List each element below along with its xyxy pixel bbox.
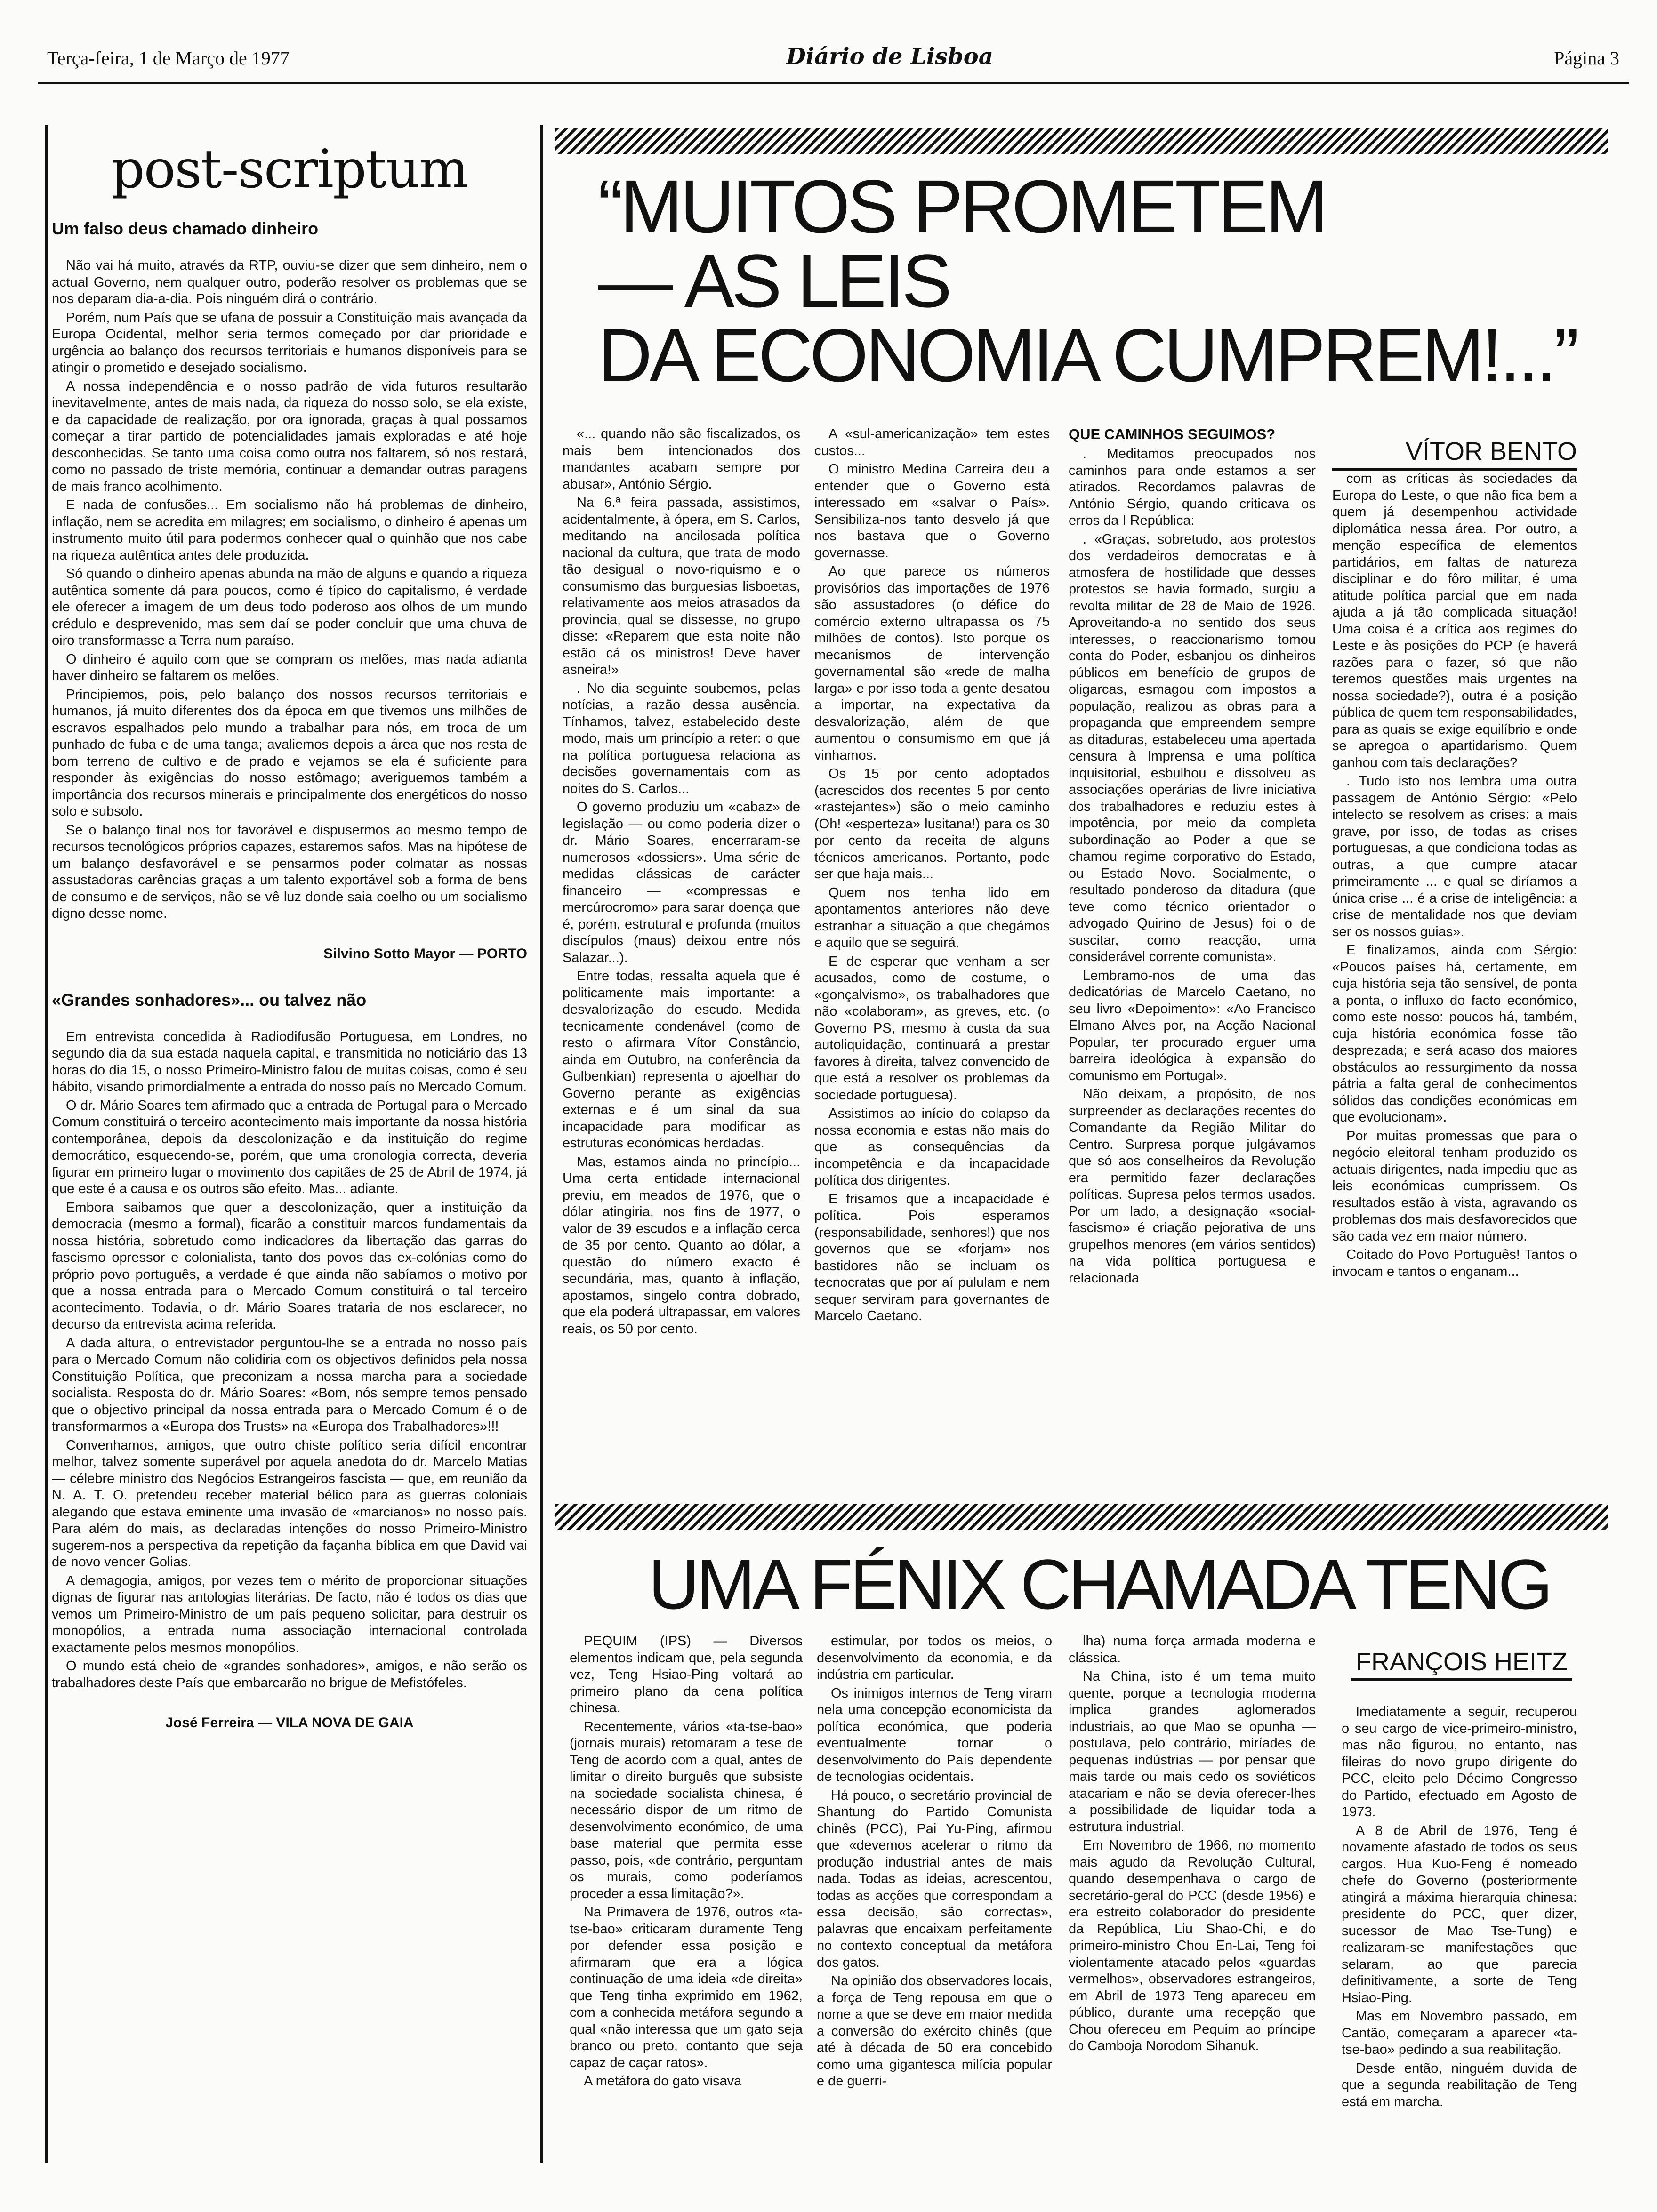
paragraph: O mundo está cheio de «grandes sonhadores», amigos, e não serão os trabalhadores deste País que embarcarão no brigue de Mefistófeles. [52, 1659, 527, 1691]
paragraph: Imediatamente a seguir, recuperou o seu cargo de vice-primeiro-ministro, mas não figurou, no entanto, nas fileiras do novo grupo dirigente do PCC, eleito pelo Décimo Congresso do Partido, efectuado em Agosto de 1973. [1342, 1704, 1577, 1819]
paragraph: A demagogia, amigos, por vezes tem o mérito de proporcionar situações dignas de figurar nas antologias literárias. De facto, não é todos os dias que vemos um Primeiro-Ministro de um país pequeno solicitar, para destruir os monopólios, a entrada numa associação internacional controlada exactamente pelos mesmos monopólios. [52, 1573, 527, 1655]
paragraph: Há pouco, o secretário provincial de Shantung do Partido Comunista chinês (PCC), Pai Yu-Ping, afirmou que «devemos acelerar o ritmo da produção industrial antes de mais nada. Todas as ideias, acrescentou, todas as acções que correspondam a essa decisão, são correctas», palavras que encaixam perfeitamente no contexto conceptual da metáfora dos gatos. [817, 1787, 1052, 1970]
hatch-band-middle [555, 1504, 1608, 1530]
paragraph: Mas em Novembro passado, em Cantão, começaram a aparecer «ta-tse-bao» pedindo a sua reabilitação. [1342, 2009, 1577, 2057]
paragraph: Porém, num País que se ufana de possuir a Constituição mais avançada da Europa Ocidental, melhor seria termos começado por dar prioridade e urgência ao balanço dos recursos territoriais e humanos disponíveis para se atingir o prometido e desejado socialismo. [52, 310, 527, 375]
paragraph: . No dia seguinte soubemos, pelas notícias, a razão dessa ausência. Tínhamos, talvez, estabelecido deste modo, mais um princípio a reter: o que na política portuguesa relaciona as decisões governamentais com as noites do S. Carlos... [563, 681, 800, 796]
paragraph: Os 15 por cento adoptados (acrescidos dos recentes 5 por cento «rastejantes») são o meio caminho (Oh! «esperteza» lusitana!) para os 30 por cento da receita de alguns técnicos americanos. Portanto, pode ser que haja mais... [814, 766, 1050, 882]
ps-left-rule [45, 125, 48, 2163]
paragraph: Recentemente, vários «ta-tse-bao» (jornais murais) retomaram a tese de Teng de acordo com a qual, antes de limitar o direito burguês que subsiste na sociedade socialista chinesa, é necessário dispor de um ritmo de desenvolvimento económico, de uma base material que permita esse passo, pois, «de contrário, perguntam os murais, como poderíamos proceder a essa limitação?». [570, 1719, 803, 1901]
main-headline [598, 164, 1605, 397]
paragraph: . «Graças, sobretudo, aos protestos dos verdadeiros democratas e à atmosfera de hostilidade que desses protestos se havia formado, surgiu a revolta militar de 28 de Maio de 1926. Aproveitando-a no sentido dos seus interesses, o reaccionarismo tomou conta do Poder, esbanjou os dinheiros públicos em benefício de grupos de oligarcas, esmagou com impostos a população, realizou as obras para a propaganda que empreendem sempre as ditaduras, estabeleceu uma apertada censura à Imprensa e uma política inquisitorial, esbulhou e dissolveu as associações operárias de livre iniciativa dos trabalhadores e reduziu estes à impotência, por meio da completa subordinação ao Poder a que se chamou regime corporativo do Estado, ou Estado Novo. Socialmente, o resultado ponderoso da ditadura (que teve como técnico orientador o advogado Quirino de Jesus) foi o de suscitar, como reacção, uma considerável corrente comunista». [1069, 531, 1316, 964]
paragraph: A metáfora do gato visava [584, 2074, 742, 2089]
teng-headline: UMA FÉNIX CHAMADA TENG [648, 1545, 1550, 1624]
teng-col-3 [1069, 1633, 1316, 2165]
paragraph: PEQUIM (IPS) — Diversos elementos indicam que, pela segunda vez, Teng Hsiao-Ping voltará ao primeiro plano da cena política chinesa. [570, 1634, 803, 1715]
paragraph: Em Novembro de 1966, no momento mais agudo da Revolução Cultural, quando desempenhava o cargo de secretário-geral do PCC (desde 1956) e era estreito colaborador do presidente da República, Liu Shao-Chi, e do primeiro-ministro Chou En-Lai, Teng foi violentamente atacado pelos «guardas vermelhos», observadores estrangeiros, em Abril de 1973 Teng apareceu em público, durante uma recepção que Chou ofereceu em Pequim ao príncipe do Camboja Norodom Sihanuk. [1069, 1838, 1316, 2053]
header-rule [38, 82, 1629, 84]
paragraph: Na Primavera de 1976, outros «ta-tse-bao» criticaram duramente Teng por defender essa posição e afirmaram que era a lógica continuação de uma ideia «de direita» que Teng tinha exprimido em 1962, com a conhecida metáfora segundo a qual «não interessa que um gato seja branco ou preto, contanto que seja capaz de caçar ratos». [570, 1905, 803, 2070]
paragraph: Na opinião dos observadores locais, a força de Teng repousa em que o nome a que se deve em maior medida a conversão do exército chinês (que até à década de 50 era concebido como uma gigantesca milícia popular e de guerri- [817, 1973, 1052, 2089]
ps-article1-heading: Um falso deus chamado dinheiro [52, 219, 319, 238]
postscriptum-section [52, 125, 527, 2160]
paragraph: «... quando não são fiscalizados, os mais bem intencionados dos mandantes acabam sempre por abusar», António Sérgio. [563, 426, 800, 492]
paragraph: Convenhamos, amigos, que outro chiste político seria difícil encontrar melhor, talvez somente superável por aquela anedota do dr. Marcelo Matias — célebre ministro dos Negócios Estrangeiros fascista — que, em reunião da N. A. T. O. pretendeu receber material bélico para as guerras coloniais alegando que estava eminente uma invasão de «marcianos» no nosso país. Para além do mais, as declaradas intenções do nosso Primeiro-Ministro sugerem-nos a perspectiva da repetição da façanha bíblica em que David vai de novo vencer Golias. [52, 1437, 527, 1570]
paragraph: E nada de confusões... Em socialismo não há problemas de dinheiro, inflação, nem se acredita em milagres; em socialismo, o dinheiro é apenas um instrumento muito útil para podermos conhecer qual o quinhão que nos cabe na riqueza autêntica antes dele produzida. [52, 497, 527, 563]
paragraph: Só quando o dinheiro apenas abunda na mão de alguns e quando a riqueza autêntica somente dá para poucos, como é típico do capitalismo, é verdade ele oferecer a imagem de um deus todo poderoso aos olhos de um mundo crédulo e desprevenido, mas sem daí se poder concluir que uma chuva de oiro transformasse a Terra num paraíso. [52, 566, 527, 648]
paragraph: Entre todas, ressalta aquela que é politicamente mais importante: a desvalorização do escudo. Medida tecnicamente condenável (como de resto o afirmara Vítor Constâncio, ainda em Outubro, na conferência da Gulbenkian) representa o ajoelhar do Governo perante as exigências externas e é um sinal da sua incapacidade para modificar as estruturas económicas herdadas. [563, 969, 800, 1151]
paragraph: Embora saibamos que quer a descolonização, quer a instituição da democracia (mesmo a formal), ficarão a constituir marcos fundamentais da nossa história, sobretudo como indicadores da libertação das garras do fascismo opressor e colonialista, tanto dos povos das ex-colónias como do próprio povo português, a verdade é que ainda não sabíamos o motivo por que a nossa entrada para o Mercado Comum constituirá o tal terceiro acontecimento. Todavia, o dr. Mário Soares trataria de nos esclarecer, no decurso da entrevista acima referida. [52, 1200, 527, 1332]
teng-col-2 [817, 1633, 1052, 2165]
paragraph: E finalizamos, ainda com Sérgio: «Poucos países há, certamente, em cuja história seja tão sensível, de ponta a ponta, o influxo do facto económico, como este nosso: poucos há, também, cuja história económica fosse tão desprezada; e será acaso dos maiores obstáculos ao ressurgimento da nossa pátria a falta geral de conhecimentos sólidos das condições económicas em que evolucionam». [1332, 943, 1577, 1125]
paragraph: . Tudo isto nos lembra uma outra passagem de António Sérgio: «Pelo intelecto se resolvem as crises: a mais grave, por isso, de todas as crises portuguesas, a que condiciona todas as outras, a que cumpre atacar primeiramente ... e qual se diríamos a única crise ... é a crise de inteligência: a crise de mentalidade nos que deviam ser os nossos guias». [1332, 774, 1577, 939]
issue-date: Terça-feira, 1 de Março de 1977 [47, 48, 290, 69]
paragraph: A nossa independência e o nosso padrão de vida futuros resultarão inevitavelmente, antes de mais nada, da riqueza do nosso solo, se ela existe, e da capacidade de realização, por ora ignorada, graças à qual possamos começar a tirar partido de potencialidades jamais exploradas e até hoje desconhecidas. Se tanto uma coisa como outra nos faltarem, só nos restará, como no passado de triste memória, continuar a demandar outras paragens de mais franco acolhimento. [52, 378, 527, 494]
paragraph: Ao que parece os números provisórios das importações de 1976 são assustadores (o défice do comércio externo ultrapassa os 75 milhões de contos). Isto porque os mecanismos de intervenção governamental são «rede de malha larga» e por isso toda a gente desatou a importar, na expectativa da desvalorização, além de que aumentou o consumismo em que já vinhamos. [814, 564, 1050, 763]
paragraph: Se o balanço final nos for favorável e dispusermos ao mesmo tempo de recursos tecnológicos próprios capazes, estaremos safos. Mas na hipótese de um balanço desfavorável e se pensarmos poder colmatar as nossas assustadoras carências graças a um talento exportável sob a forma de bens de consumo e de serviços, não se vê luz donde saia coelho ou um socialismo digno desse nome. [52, 822, 527, 921]
hatch-band-top [555, 128, 1608, 154]
ps-article2-body [52, 1029, 527, 1692]
ps-article1-body [52, 257, 527, 922]
paragraph: com as críticas às sociedades da Europa do Leste, o que não fica bem a quem já desempenhou actividade diplomática nessa área. Por outro, a menção específica de elementos partidários, em faltas de natureza disciplinar e do fôro militar, é uma atitude política parcial que em nada ajuda a já tão complicada situação! Uma coisa é a crítica aos regimes do Leste e às posições do PCP (e haverá razões para o fazer, só que não teremos questões mais urgentes na nossa sociedade?), outra é a posição pública de quem tem responsabilidades, para as quais se exige equilíbrio e onde se apregoa o apartidarismo. Quem ganhou com tais declarações? [1332, 471, 1577, 770]
paragraph: Mas, estamos ainda no princípio... Uma certa entidade internacional previu, em meados de 1976, que o dólar atingiria, nos fins de 1977, o valor de 39 escudos e a inflação cerca de 35 por cento. Quanto ao dólar, a questão do número exacto é secundária, mas, quanto à inflação, apostamos, singelo contra dobrado, que ela poderá ultrapassar, em valores reais, os 50 por cento. [563, 1154, 800, 1337]
paragraph: E de esperar que venham a ser acusados, como de costume, o «gonçalvismo», os trabalhadores que não «colaboram», as greves, etc. (o Governo PS, mesmo à custa da sua autoliquidação, continuará a prestar favores à direita, talvez convencido de que está a resolver os problemas da sociedade portuguesa). [814, 954, 1050, 1103]
paragraph: Desde então, ninguém duvida de que a segunda reabilitação de Teng está em marcha. [1342, 2060, 1577, 2109]
main-col-4 [1332, 471, 1577, 1490]
main-subhead: QUE CAMINHOS SEGUIMOS? [1069, 426, 1276, 442]
column-divider-rule [540, 125, 543, 2163]
teng-col-4 [1342, 1704, 1577, 2165]
paragraph: Não deixam, a propósito, de nos surpreender as declarações recentes do Comandante da Região Militar do Centro. Surpresa porque julgávamos que só aos conselheiros da Revolução era permitido fazer declarações políticas. Supresa pelos termos usados. Por um lado, a designação «social-fascismo» é criação pejorativa de uns grupelhos menores (em vários sentidos) na vida política portuguesa e relacionada [1069, 1087, 1316, 1286]
paragraph: A «sul-americanização» tem estes custos... [814, 426, 1050, 458]
paragraph: Lembramo-nos de uma das dedicatórias de Marcelo Caetano, no seu livro «Depoimento»: «Ao Francisco Elmano Alves por, na Acção Nacional Popular, ter procurado erguer uma barreira ideológica à expansão do comunismo em Portugal». [1069, 968, 1316, 1083]
paragraph: Principiemos, pois, pelo balanço dos nossos recursos territoriais e humanos, já muito diferentes dos da época em que tivemos uns milhões de escravos espalhados pelo mundo a trabalhar para nós, em troca de um punhado de fuba e de uma tanga; avaliemos depois a área que nos resta de bom terreno de cultivo e de prado e vejamos se ela é suficiente para responder às exigências do nosso estômago; averiguemos também a importância dos recursos minerais e principalmente dos energéticos do nosso solo e subsolo. [52, 687, 527, 819]
newspaper-name: Diário de Lisboa [786, 43, 993, 70]
paragraph: estimular, por todos os meios, o desenvolvimento da economia, e da indústria em particular. [817, 1634, 1052, 1682]
paragraph: Em entrevista concedida à Radiodifusão Portuguesa, em Londres, no segundo dia da sua estada naquela capital, e transmitida no noticiário das 13 horas do dia 15, o nosso Primeiro-Ministro falou de muitas coisas, como é seu hábito, visando primordialmente a entrada do nosso país no Mercado Comum. [52, 1029, 527, 1094]
teng-col-1 [570, 1633, 803, 2165]
main-col-1 [563, 426, 800, 1490]
main-headline-line: — AS LEIS [598, 239, 949, 323]
paragraph: Assistimos ao início do colapso da nossa economia e estas não mais do que as consequências da incompetência e da incapacidade política dos dirigentes. [814, 1106, 1050, 1188]
teng-author: FRANÇOIS HEITZ [1351, 1647, 1572, 1681]
paragraph: O dinheiro é aquilo com que se compram os melões, mas nada adianta haver dinheiro se faltarem os melões. [52, 651, 527, 683]
main-author: VÍTOR BENTO [1332, 437, 1577, 471]
paragraph: Na 6.ª feira passada, assistimos, acidentalmente, à ópera, em S. Carlos, meditando na ancilosada política nacional da cultura, que trata de modo tão desigual o novo-riquismo e o consumismo das burguesias lisboetas, relativamente aos meios atrasados da provincia, qual se dissesse, no grupo disse: «Reparem que esta noite não estão cá os ministros! Deve haver asneira!» [563, 495, 800, 677]
ps-article2-heading: «Grandes sonhadores»... ou talvez não [52, 990, 367, 1010]
page-header [38, 43, 1629, 81]
main-headline-line: DA ECONOMIA CUMPREM!...” [598, 313, 1577, 397]
paragraph: Os inimigos internos de Teng viram nela uma concepção economicista da política económica, que poderia eventualmente tornar o desenvolvimento do País dependente de tecnologias ocidentais. [817, 1685, 1052, 1784]
postscriptum-title: post-scriptum [111, 139, 468, 200]
ps-article1-signature: Silvino Sotto Mayor — PORTO [323, 946, 527, 962]
paragraph: O governo produziu um «cabaz» de legislação — ou como poderia dizer o dr. Mário Soares, encerraram-se numerosos «dossiers». Uma série de medidas clássicas de carácter financeiro — «compressas e mercúrocromo» para sarar doença que é, porém, estrutural e profunda (muitos discípulos (maus) deixou entre nós Salazar...). [563, 800, 800, 965]
paragraph: Não vai há muito, através da RTP, ouviu-se dizer que sem dinheiro, nem o actual Governo, nem qualquer outro, poderão resolver os problemas que se nos deparam dia-a-dia. Pois ninguém dirá o contrário. [52, 258, 527, 306]
paragraph: Quem nos tenha lido em apontamentos anteriores não deve estranhar a situação a que chegámos e aquilo que se seguirá. [814, 885, 1050, 950]
paragraph: O dr. Mário Soares tem afirmado que a entrada de Portugal para o Mercado Comum constituirá o terceiro acontecimento mais importante da nossa história contemporânea, depois da descolonização e da instituição do regime democrático, esquecendo-se, porém, que uma cronologia correcta, deveria figurar em primeiro lugar o movimento dos capitães de 25 de Abril de 1974, já que este é a causa e os outros são efeito. Mas... adiante. [52, 1098, 527, 1196]
paragraph: Coitado do Povo Português! Tantos o invocam e tantos o enganam... [1332, 1247, 1577, 1279]
paragraph: . Meditamos preocupados nos caminhos para onde estamos a ser atirados. Recordamos palavras de António Sérgio, quando criticava os erros da I República: [1069, 446, 1316, 528]
paragraph: E frisamos que a incapacidade é política. Pois esperamos (responsabilidade, senhores!) que nos governos que se «forjam» nos bastidores não se incluam os tecnocratas que por aí pululam e nem sequer serviram para governantes de Marcelo Caetano. [814, 1191, 1050, 1323]
paragraph: A 8 de Abril de 1976, Teng é novamente afastado de todos os seus cargos. Hua Kuo-Feng é nomeado chefe do Governo (posteriormente atingirá a máxima hierarquia chinesa: presidente do PCC, quer dizer, sucessor de Mao Tse-Tung) e realizaram-se manifestações que selaram, ao que parecia definitivamente, a sorte de Teng Hsiao-Ping. [1342, 1823, 1577, 2005]
main-headline-line: “MUITOS PROMETEM [598, 164, 1326, 248]
main-col-3 [1069, 426, 1316, 1490]
paragraph: O ministro Medina Carreira deu a entender que o Governo está interessado em «salvar o País». Sensibiliza-nos tanto desvelo já que nos bastava que o Governo governasse. [814, 462, 1050, 561]
ps-article2-signature: José Ferreira — VILA NOVA DE GAIA [165, 1715, 414, 1731]
paragraph: lha) numa força armada moderna e clássica. [1069, 1634, 1316, 1666]
page-number: Página 3 [1554, 48, 1619, 69]
paragraph: Na China, isto é um tema muito quente, porque a tecnologia moderna implica grandes aglomerados industriais, ao que Mao se opunha — postulava, pelo contrário, miríades de pequenas indústrias — por pensar que mais tarde ou mais cedo os soviéticos atacariam e não se devia oferecer-lhes a possibilidade de liquidar toda a estrutura industrial. [1069, 1669, 1316, 1835]
paragraph: Por muitas promessas que para o negócio eleitoral tenham produzido os actuais dirigentes, nada impediu que as leis económicas cumprissem. Os resultados estão à vista, agravando os problemas dos mais desfavorecidos que são cada vez em maior número. [1332, 1128, 1577, 1244]
main-col-2 [814, 426, 1050, 1490]
paragraph: A dada altura, o entrevistador perguntou-lhe se a entrada no nosso país para o Mercado Comum não colidiria com os objectivos definidos pela nossa Constituição Política, que preconizam a nossa marcha para a sociedade socialista. Resposta do dr. Mário Soares: «Bom, nós sempre temos pensado que o objectivo principal da nossa entrada para o Mercado Comum é o de transformarmos a «Europa dos Trusts» na «Europa dos Trabalhadores»!!! [52, 1335, 527, 1434]
